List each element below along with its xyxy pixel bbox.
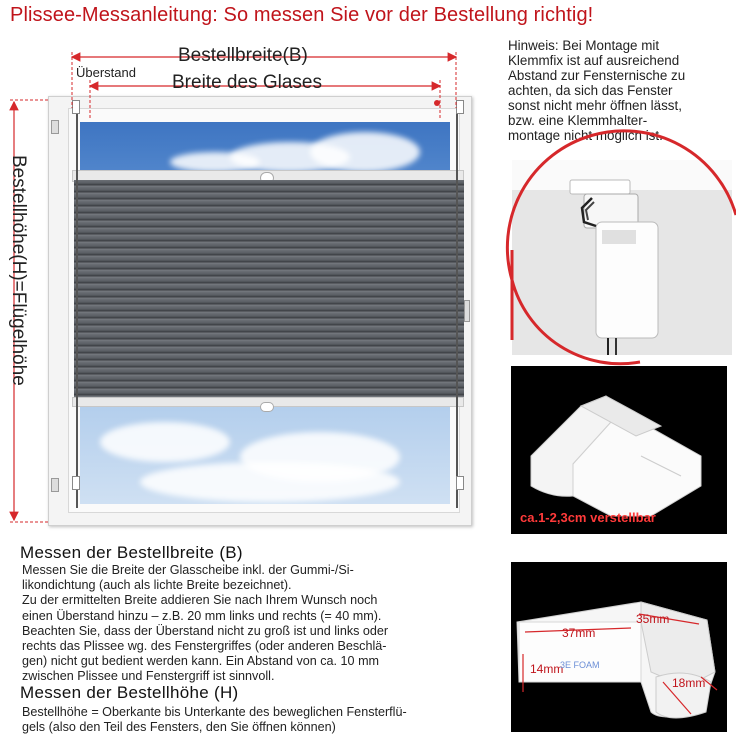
- text-line: gen) nicht gut bedient werden kann. Ein Abstand von ca. 10 mm: [22, 654, 380, 669]
- adjustable-clamp-photo: [511, 366, 727, 534]
- note-line: achten, da sich das Fenster: [508, 83, 673, 98]
- foam-label: 3E FOAM: [560, 660, 600, 670]
- note-line: sonst nicht mehr öffnen lässt,: [508, 98, 682, 113]
- overhang-label: Überstand: [76, 65, 136, 80]
- text-line: gels (also den Teil des Fensters, den Sie öffnen können): [22, 720, 336, 735]
- width-section-heading: Messen der Bestellbreite (B): [20, 543, 243, 562]
- page-title: Plissee-Messanleitung: So messen Sie vor der Bestellung richtig!: [10, 4, 594, 26]
- text-line: Zu der ermittelten Breite addieren Sie nach Ihrem Wunsch noch: [22, 593, 378, 608]
- text-line: einen Überstand hinzu – z.B. 20 mm links und rechts (= 40 mm).: [22, 608, 382, 623]
- dimension-37mm: 37mm: [562, 626, 596, 640]
- order-height-label: Bestellhöhe(H)=Flügelhöhe: [8, 155, 29, 386]
- text-line: likondichtung (auch als lichte Breite bezeichnet).: [22, 578, 292, 593]
- text-line: Bestellhöhe = Oberkante bis Unterkante des beweglichen Fensterflü-: [22, 705, 407, 719]
- text-line: Beachten Sie, dass der Überstand nicht zu groß ist und links oder: [22, 623, 389, 638]
- note-line: montage nicht möglich ist.: [508, 128, 663, 143]
- height-section-heading: Messen der Bestellhöhe (H): [20, 683, 239, 702]
- note-line: Hinweis: Bei Montage mit: [508, 38, 660, 53]
- text-line: rechts das Plissee wg. des Fenstergriffes (oder anderen Beschlä-: [22, 639, 387, 654]
- mounting-note: [508, 38, 728, 143]
- note-line: bzw. eine Klemmhalter-: [508, 113, 648, 128]
- dimension-18mm: 18mm: [672, 676, 706, 690]
- dimension-35mm: 35mm: [636, 612, 670, 626]
- order-width-label: Bestellbreite(B): [178, 45, 308, 66]
- height-section-text: [22, 705, 492, 735]
- glass-width-label: Breite des Glases: [172, 72, 322, 93]
- clamp-dimensions-photo: [511, 562, 727, 732]
- dimension-14mm: 14mm: [530, 662, 564, 676]
- note-line: Abstand zur Fensternische zu: [508, 68, 686, 83]
- note-line: Klemmfix ist auf ausreichend: [508, 53, 680, 68]
- adjustable-range-label: ca.1-2,3cm verstellbar: [520, 510, 656, 525]
- clamp-closeup-photo: [512, 160, 732, 355]
- text-line: zwischen Plissee und Fenstergriff ist sinnvoll.: [22, 669, 275, 684]
- width-section-text: [22, 563, 492, 685]
- text-line: Messen Sie die Breite der Glasscheibe inkl. der Gummi-/Si-: [22, 563, 354, 577]
